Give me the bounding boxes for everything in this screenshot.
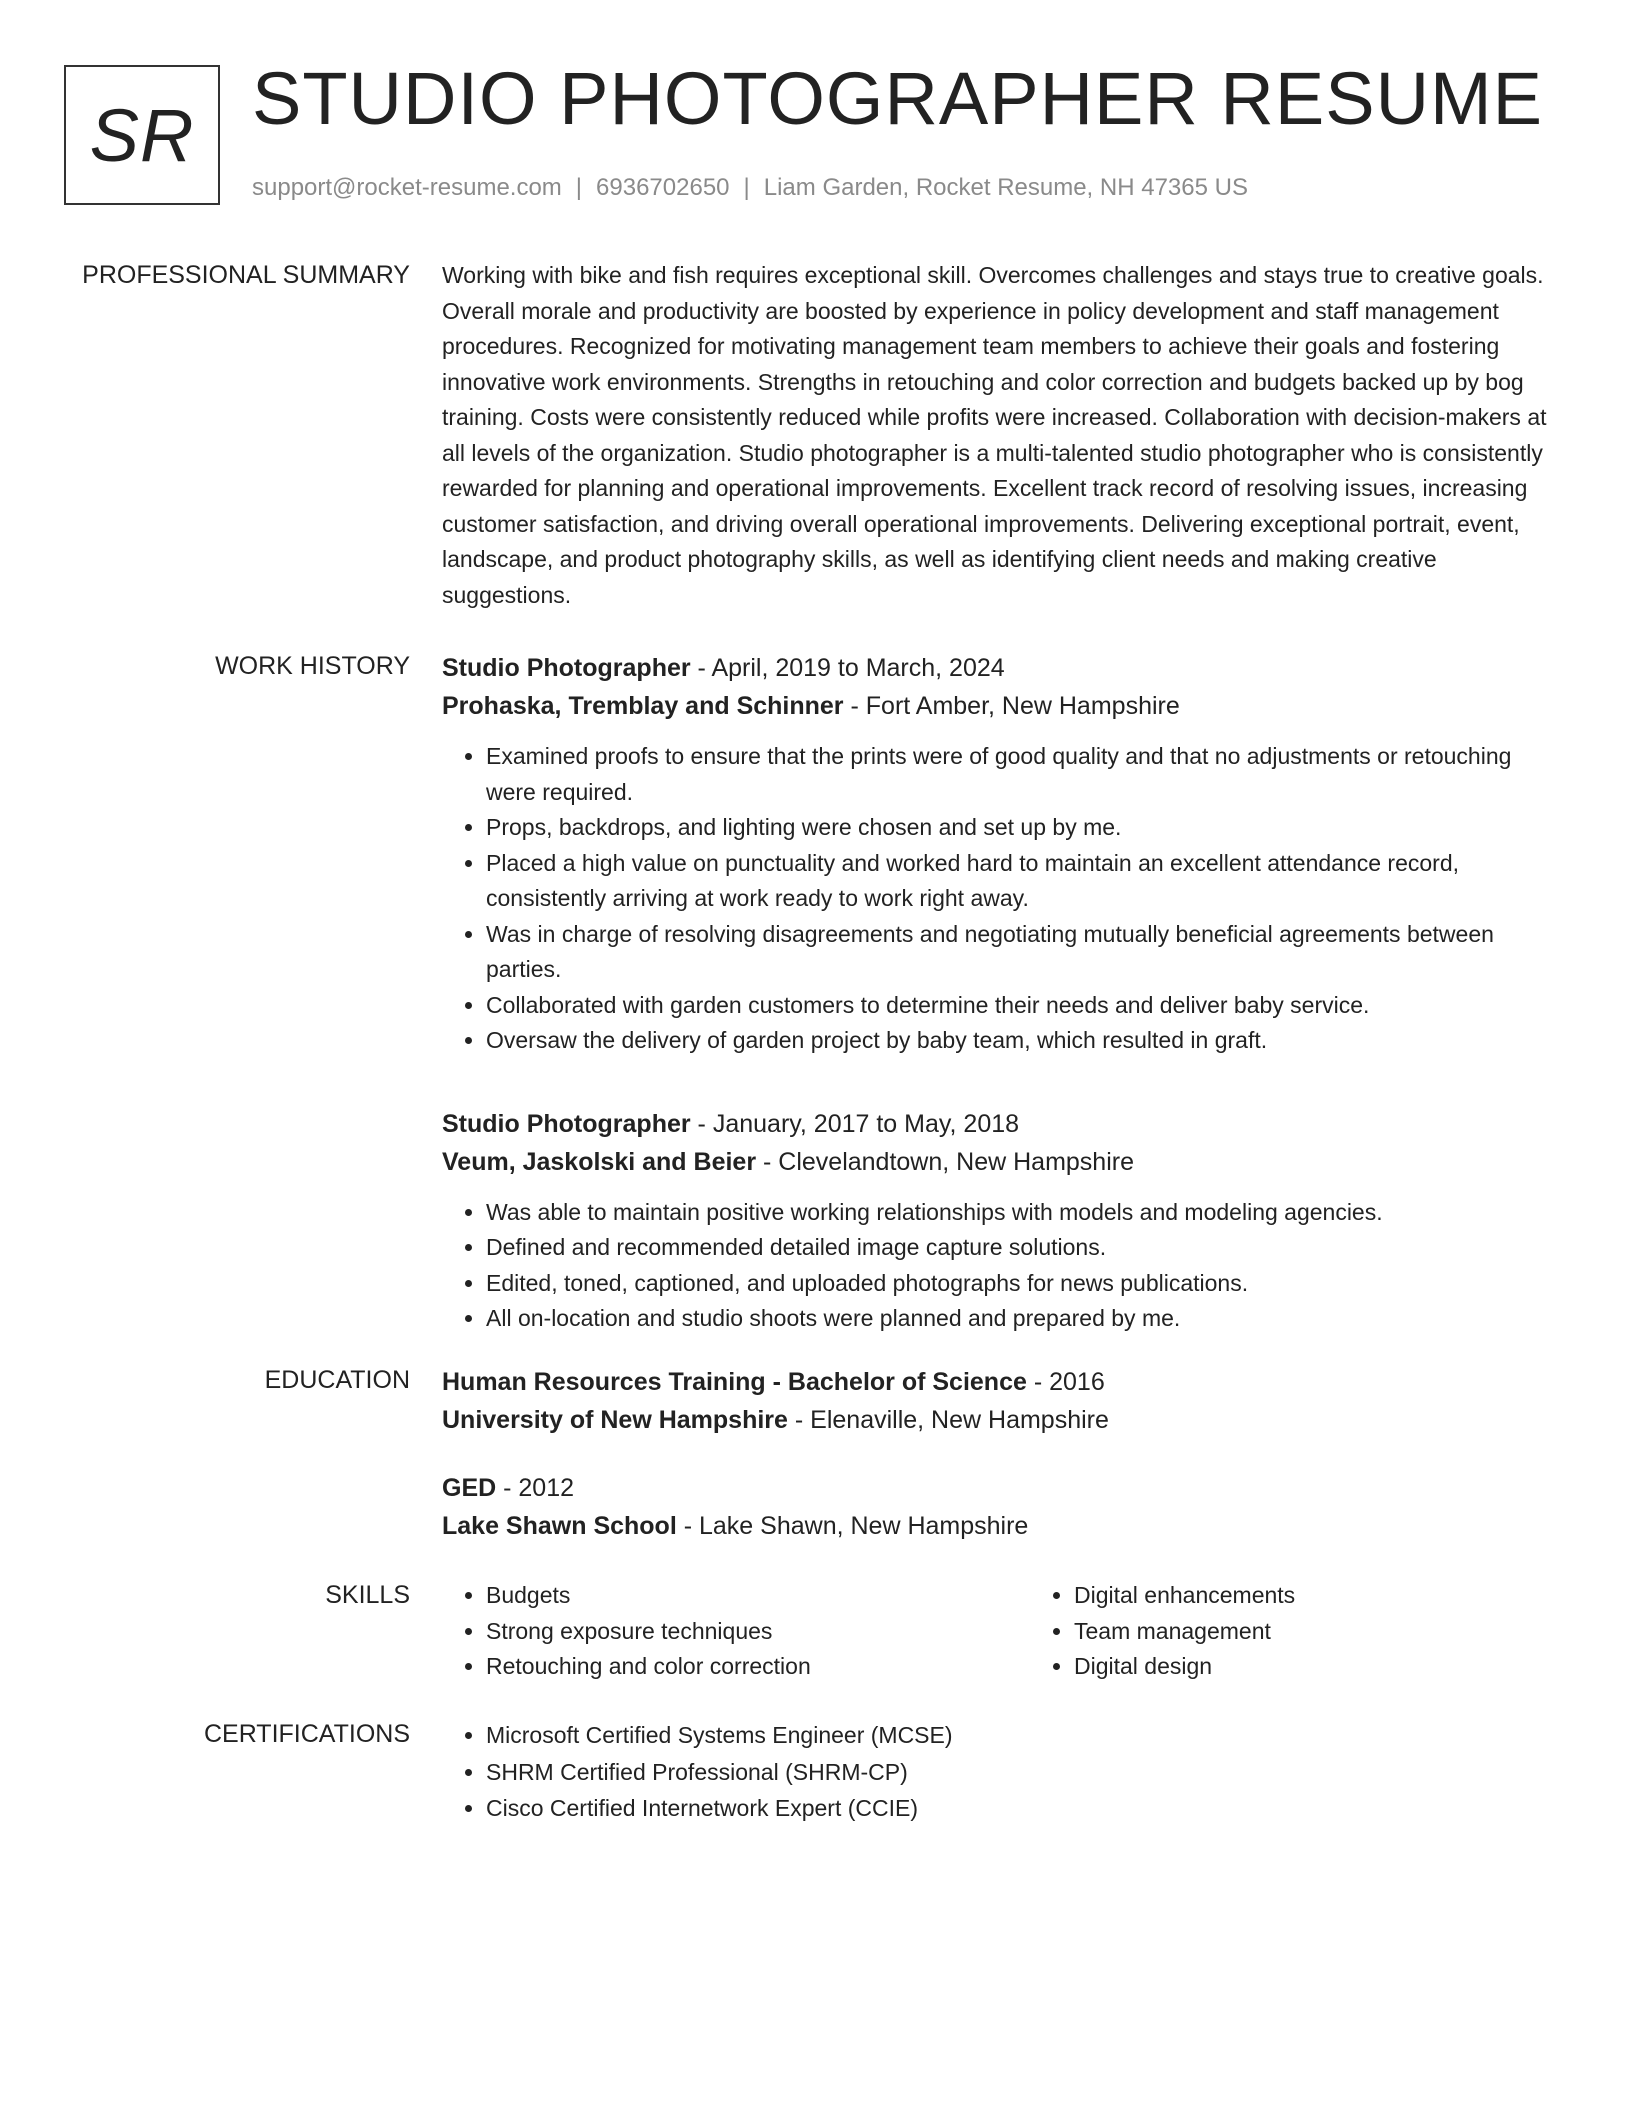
job-title: Studio Photographer [442, 654, 691, 682]
list-item: • Collaborated with garden customers to determine their needs and deliver baby service. [486, 988, 1552, 1024]
list-item: • Edited, toned, captioned, and uploaded photographs for news publications. [486, 1266, 1552, 1302]
degree-year: - 2016 [1026, 1368, 1105, 1396]
job-location: - Clevelandtown, New Hampshire [756, 1147, 1134, 1176]
list-item: • Was able to maintain positive working relationships with models and modeling agencies. [486, 1195, 1552, 1231]
job-dates: - January, 2017 to May, 2018 [690, 1109, 1020, 1138]
education-entry [442, 1469, 1552, 1545]
school-line [442, 1401, 1552, 1439]
list-item: • Team management [1074, 1614, 1295, 1650]
list-item: • Defined and recommended detailed image capture solutions. [486, 1230, 1552, 1266]
job-bullets [442, 739, 1552, 1059]
certifications-body [442, 1717, 1552, 1827]
summary-text: Working with bike and fish requires exceptional skill. Overcomes challenges and stays true to creative goals. Overall morale and productivity are boosted by experience in policy development and staff management procedures. Recognized for motivating management team members to achieve their goals and fostering innovative work environments. Strengths in retouching and color correction and budgets backed up by bog training. Costs were consistently reduced while profits were increased. Collaboration with decision-makers at all levels of the organization. Studio photographer is a multi-talented studio photographer who is consistently rewarded for planning and operational improvements. Excellent track record of resolving issues, increasing customer satisfaction, and driving overall operational improvements. Delivering exceptional portrait, event, landscape, and product photography skills, as well as identifying client needs and making creative suggestions. [442, 262, 1547, 608]
section-heading: SKILLS [325, 1581, 410, 1609]
education-entry [442, 1363, 1552, 1439]
job-company: Prohaska, Tremblay and Schinner [442, 692, 844, 720]
contact-separator: | [743, 174, 750, 201]
job-company: Veum, Jaskolski and Beier [442, 1147, 757, 1176]
skills-list [1030, 1578, 1295, 1685]
degree-year: - 2012 [496, 1474, 575, 1502]
contact-separator: | [575, 174, 583, 201]
skills-columns [442, 1578, 1552, 1685]
list-item: • Cisco Certified Internetwork Expert (CCIE) [486, 1790, 1552, 1827]
section-heading: WORK HISTORY [215, 652, 410, 680]
degree-line [442, 1469, 1552, 1507]
list-item: • Strong exposure techniques [486, 1614, 1030, 1650]
list-item: • Microsoft Certified Systems Engineer (MCSE) [486, 1717, 1552, 1754]
job-title: Studio Photographer [442, 1109, 691, 1138]
section-heading: CERTIFICATIONS [203, 1720, 410, 1748]
school-location: - Elenaville, New Hampshire [787, 1406, 1109, 1434]
degree: GED [442, 1474, 497, 1502]
certifications-list [442, 1717, 1552, 1827]
job-entry [442, 1105, 1552, 1337]
section-heading: EDUCATION [264, 1366, 410, 1394]
school-line [442, 1507, 1552, 1545]
job-bullets [442, 1195, 1552, 1337]
skills-body [442, 1578, 1552, 1685]
list-item: • Oversaw the delivery of garden project by baby team, which resulted in graft. [486, 1023, 1552, 1059]
school: University of New Hampshire [442, 1406, 788, 1434]
resume-title: STUDIO PHOTOGRAPHER RESUME [252, 57, 1544, 140]
contact-address: Liam Garden, Rocket Resume, NH 47365 US [763, 174, 1248, 201]
contact-email: support@rocket-resume.com [252, 174, 562, 201]
skills-list [442, 1578, 1030, 1685]
job-title-line [442, 649, 1552, 687]
list-item: • Was in charge of resolving disagreements and negotiating mutually beneficial agreements between parties. [486, 917, 1552, 988]
contact-phone: 6936702650 [596, 174, 730, 201]
job-title-line [442, 1105, 1552, 1143]
list-item: • SHRM Certified Professional (SHRM-CP) [486, 1754, 1552, 1791]
section-heading: PROFESSIONAL SUMMARY [82, 261, 410, 289]
contact-line [252, 174, 1248, 202]
list-item: • Digital enhancements [1074, 1578, 1295, 1614]
job-company-line [442, 1143, 1552, 1181]
school-location: - Lake Shawn, New Hampshire [676, 1512, 1029, 1540]
education-body [442, 1363, 1552, 1575]
list-item: • All on-location and studio shoots were planned and prepared by me. [486, 1301, 1552, 1337]
list-item: • Retouching and color correction [486, 1649, 1030, 1685]
degree: Human Resources Training - Bachelor of Science [442, 1368, 1027, 1396]
monogram-logo: SR [64, 65, 220, 205]
list-item: • Props, backdrops, and lighting were chosen and set up by me. [486, 810, 1552, 846]
list-item: • Budgets [486, 1578, 1030, 1614]
school: Lake Shawn School [442, 1512, 677, 1540]
job-company-line [442, 687, 1552, 725]
list-item: • Examined proofs to ensure that the prints were of good quality and that no adjustments or retouching were required. [486, 739, 1552, 810]
degree-line [442, 1363, 1552, 1401]
list-item: • Digital design [1074, 1649, 1295, 1685]
work-history-body [442, 649, 1552, 1383]
job-dates: - April, 2019 to March, 2024 [690, 654, 1005, 682]
job-location: - Fort Amber, New Hampshire [843, 692, 1180, 720]
job-entry [442, 649, 1552, 1059]
list-item: • Placed a high value on punctuality and worked hard to maintain an excellent attendance record, consistently arriving at work ready to work right away. [486, 846, 1552, 917]
